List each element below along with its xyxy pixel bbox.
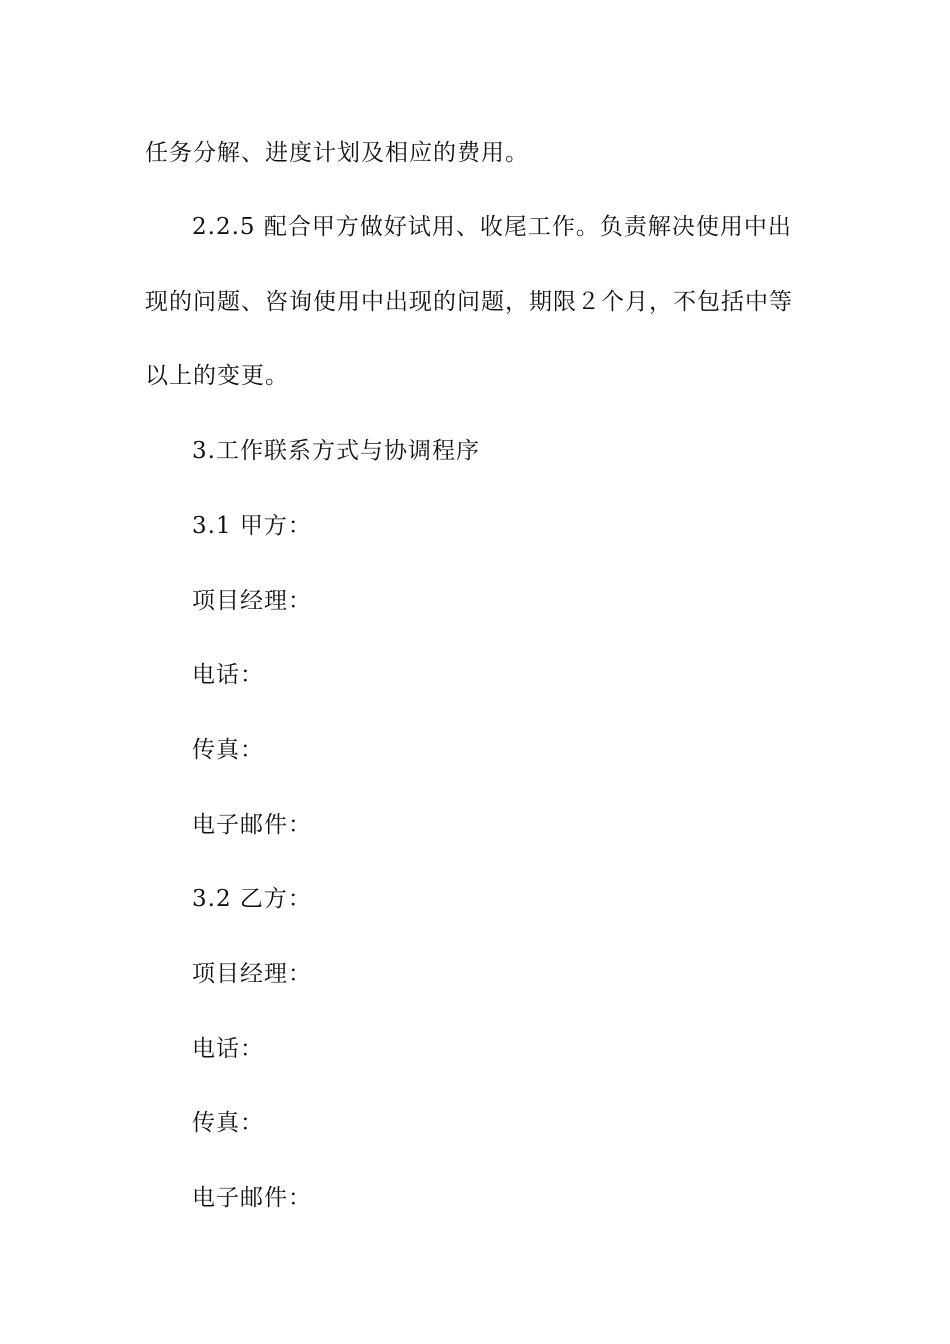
party-b-heading: 3.2 乙方： [192,886,312,912]
party-a-project-manager: 项目经理： [192,588,312,614]
clause-2-2-5-line-3: 以上的变更。 [145,363,289,389]
party-b-email: 电子邮件： [192,1185,312,1211]
party-b-phone: 电话： [192,1036,264,1062]
clause-2-2-5-line-2: 现的问题、咨询使用中出现的问题，期限２个月，不包括中等 [145,289,793,315]
party-a-fax: 传真： [192,737,264,763]
party-a-heading: 3.1 甲方： [192,513,312,539]
party-a-phone: 电话： [192,662,264,688]
paragraph-line-cost: 任务分解、进度计划及相应的费用。 [145,140,529,166]
party-a-email: 电子邮件： [192,812,312,838]
party-b-project-manager: 项目经理： [192,961,312,987]
clause-2-2-5-line-1: 2.2.5 配合甲方做好试用、收尾工作。负责解决使用中出 [192,214,792,240]
party-b-fax: 传真： [192,1110,264,1136]
section-3-heading: 3.工作联系方式与协调程序 [192,438,480,464]
